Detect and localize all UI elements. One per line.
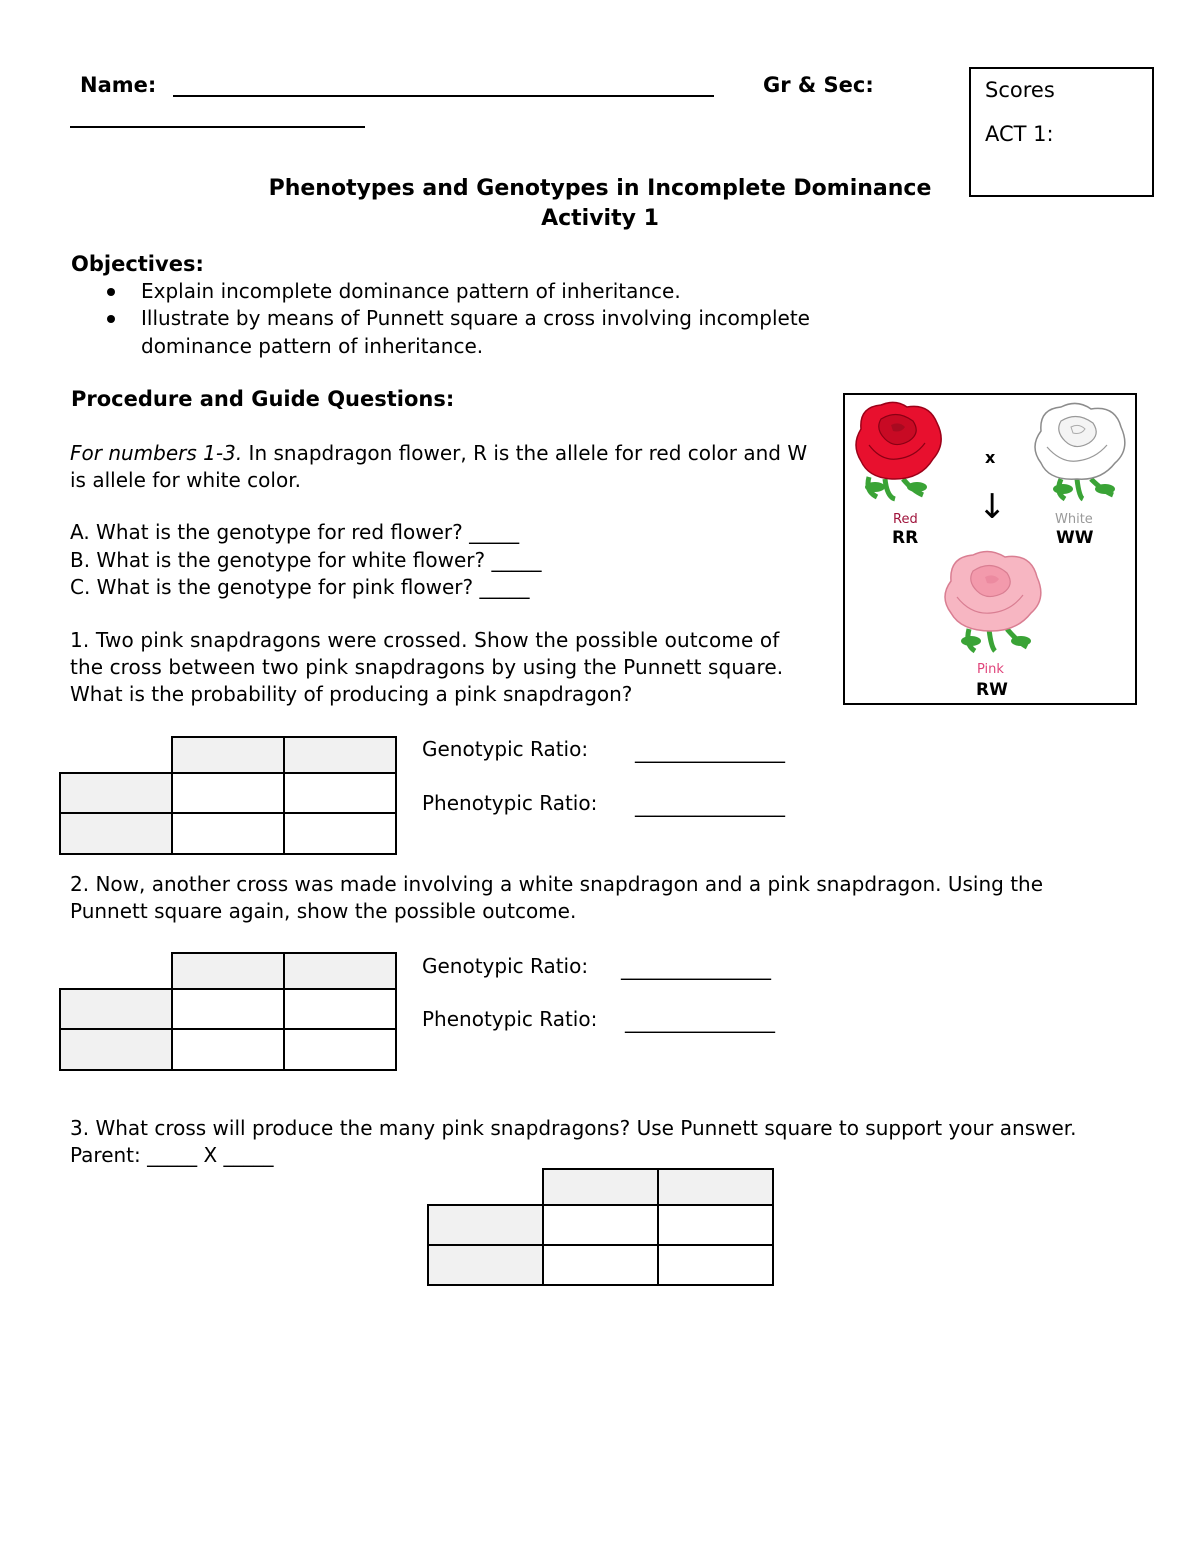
question-c: C. What is the genotype for pink flower? _____ [70,575,530,599]
punnett-cell[interactable] [658,1205,773,1245]
punnett-cell[interactable] [172,1029,284,1070]
question-1-line2: the cross between two pink snapdragons by using the Punnett square. [70,655,784,679]
punnett-cell[interactable] [172,989,284,1029]
page-subtitle: Activity 1 [541,206,659,231]
punnett-side-cell[interactable] [60,773,172,813]
name-field[interactable] [173,95,714,97]
punnett-side-cell[interactable] [60,1029,172,1070]
genotypic-ratio-blank-1[interactable]: _______________ [635,739,785,763]
punnett-cell[interactable] [543,1205,658,1245]
punnett-cell[interactable] [658,1245,773,1285]
question-2-line1: 2. Now, another cross was made involving a white snapdragon and a pink snapdragon. Using the [70,872,1044,896]
scores-label: Scores [985,78,1055,102]
punnett-header-cell[interactable] [172,953,284,989]
phenotypic-ratio-label-1: Phenotypic Ratio: [422,791,598,815]
objectives-heading: Objectives: [71,252,204,276]
page-title: Phenotypes and Genotypes in Incomplete Dominance [268,176,932,201]
white-flower-image [1021,399,1131,504]
punnett-corner [60,953,172,989]
question-3-parent: Parent: _____ X _____ [70,1143,274,1167]
punnett-header-cell[interactable] [543,1169,658,1205]
snapdragon-cross-figure [843,393,1137,705]
pink-flower-image [935,547,1047,657]
question-1-line3: What is the probability of producing a pink snapdragon? [70,682,633,706]
genotypic-ratio-label-2: Genotypic Ratio: [422,954,589,978]
down-arrow-icon: ↓ [978,487,1007,527]
objective-item: Explain incomplete dominance pattern of inheritance. [141,279,681,303]
punnett-square-3 [427,1168,774,1286]
question-a: A. What is the genotype for red flower? _____ [70,520,520,544]
red-flower-image [851,399,951,504]
punnett-cell[interactable] [284,773,396,813]
punnett-side-cell[interactable] [60,989,172,1029]
objective-item-continued: dominance pattern of inheritance. [141,334,484,358]
grsec-label: Gr & Sec: [763,73,874,97]
genotypic-ratio-blank-2[interactable]: _______________ [621,956,771,980]
objective-item: Illustrate by means of Punnett square a cross involving incomplete [141,306,810,330]
question-b: B. What is the genotype for white flower? _____ [70,548,542,572]
punnett-cell[interactable] [172,773,284,813]
procedure-intro-text: In snapdragon flower, R is the allele for red color and W [242,441,808,465]
pink-genotype: RW [976,680,1008,700]
cross-symbol: x [985,448,996,467]
punnett-cell[interactable] [284,813,396,854]
punnett-header-cell[interactable] [172,737,284,773]
white-label: White [1055,512,1093,527]
procedure-intro [70,440,807,467]
red-label: Red [893,512,918,527]
bullet-icon [107,315,115,323]
genotypic-ratio-label-1: Genotypic Ratio: [422,737,589,761]
red-genotype: RR [892,528,919,548]
pink-label: Pink [977,662,1004,677]
punnett-corner [428,1169,543,1205]
punnett-square-1 [59,736,397,855]
procedure-heading: Procedure and Guide Questions: [71,387,455,411]
punnett-side-cell[interactable] [60,813,172,854]
phenotypic-ratio-blank-2[interactable]: _______________ [625,1009,775,1033]
act1-score-label: ACT 1: [985,122,1054,146]
name-label: Name: [80,73,157,97]
grsec-field[interactable] [70,126,365,128]
punnett-cell[interactable] [284,989,396,1029]
punnett-cell[interactable] [172,813,284,854]
question-3-line1: 3. What cross will produce the many pink snapdragons? Use Punnett square to support your answer. [70,1116,1077,1140]
punnett-cell[interactable] [284,1029,396,1070]
punnett-header-cell[interactable] [284,953,396,989]
punnett-side-cell[interactable] [428,1205,543,1245]
punnett-side-cell[interactable] [428,1245,543,1285]
punnett-cell[interactable] [543,1245,658,1285]
punnett-header-cell[interactable] [658,1169,773,1205]
punnett-square-2 [59,952,397,1071]
phenotypic-ratio-blank-1[interactable]: _______________ [635,793,785,817]
phenotypic-ratio-label-2: Phenotypic Ratio: [422,1007,598,1031]
procedure-intro-italic: For numbers 1-3. [70,441,243,465]
procedure-intro-line2: is allele for white color. [70,468,301,492]
question-2-line2: Punnett square again, show the possible outcome. [70,899,577,923]
punnett-header-cell[interactable] [284,737,396,773]
bullet-icon [107,288,115,296]
white-genotype: WW [1056,528,1094,548]
question-1-line1: 1. Two pink snapdragons were crossed. Show the possible outcome of [70,628,780,652]
punnett-corner [60,737,172,773]
